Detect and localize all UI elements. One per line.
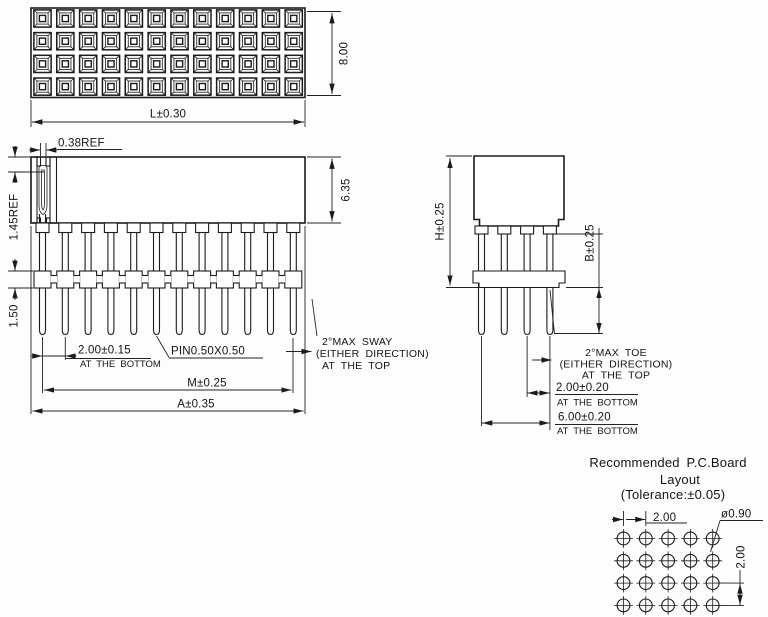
top-view-housing-outline xyxy=(31,8,305,98)
dim-pin-pitch: 2.00±0.15 xyxy=(78,344,131,357)
dim-a: A±0.35 xyxy=(177,398,215,411)
dim-body-height: 6.35 xyxy=(340,178,353,202)
dim-top-height: 8.00 xyxy=(338,41,351,66)
end-view-pin-tabs xyxy=(475,226,556,234)
dim-hole-pitch-y: 2.00 xyxy=(735,545,748,569)
dim-b: B±0.25 xyxy=(584,224,597,262)
pcb-title-1: Recommended P.C.Board xyxy=(589,455,747,470)
side-view-pins xyxy=(34,214,302,335)
pcb-hole-grid xyxy=(614,529,722,615)
dim-m: M±0.25 xyxy=(187,377,227,390)
dim-row-span-note: AT THE BOTTOM xyxy=(557,426,638,437)
dim-row-pitch-note: AT THE BOTTOM xyxy=(557,397,638,409)
pcb-title-3: (Tolerance:±0.05) xyxy=(620,487,726,502)
dim-hole-diameter: ø0.90 xyxy=(721,508,752,521)
dimension-labels xyxy=(9,42,752,569)
dim-hole-pitch-x: 2.00 xyxy=(653,512,677,524)
pcb-layout xyxy=(614,529,722,615)
dim-contact-depth: 1.45REF xyxy=(8,193,21,241)
note-toe-3: AT THE TOP xyxy=(581,369,651,382)
pcb-title-2: Layout xyxy=(659,472,701,487)
end-view xyxy=(473,156,565,335)
dim-pin-pitch-note: AT THE BOTTOM xyxy=(80,359,161,370)
end-view-housing-outline xyxy=(474,156,564,226)
dimension-lines xyxy=(8,12,763,606)
label-pin-size: PIN0.50X0.50 xyxy=(171,345,246,358)
dim-standoff-height: 1.50 xyxy=(8,304,21,328)
note-sway-1: 2°MAX SWAY xyxy=(322,336,393,348)
dim-h: H±0.25 xyxy=(434,202,447,241)
side-view xyxy=(31,157,305,335)
dim-slot-width: 0.38REF xyxy=(58,137,105,150)
note-toe-2: (EITHER DIRECTION) xyxy=(559,358,673,371)
dim-row-pitch: 2.00±0.20 xyxy=(556,382,609,394)
note-toe-1: 2°MAX TOE xyxy=(585,347,647,359)
top-view xyxy=(31,8,305,98)
side-view-housing-outline xyxy=(31,157,305,223)
dim-row-span: 6.00±0.20 xyxy=(558,411,611,424)
end-view-standoff-bar xyxy=(473,271,565,288)
dim-top-length: L±0.30 xyxy=(149,108,187,121)
note-sway-3: AT THE TOP xyxy=(322,360,391,372)
note-sway-2: (EITHER DIRECTION) xyxy=(316,348,429,360)
